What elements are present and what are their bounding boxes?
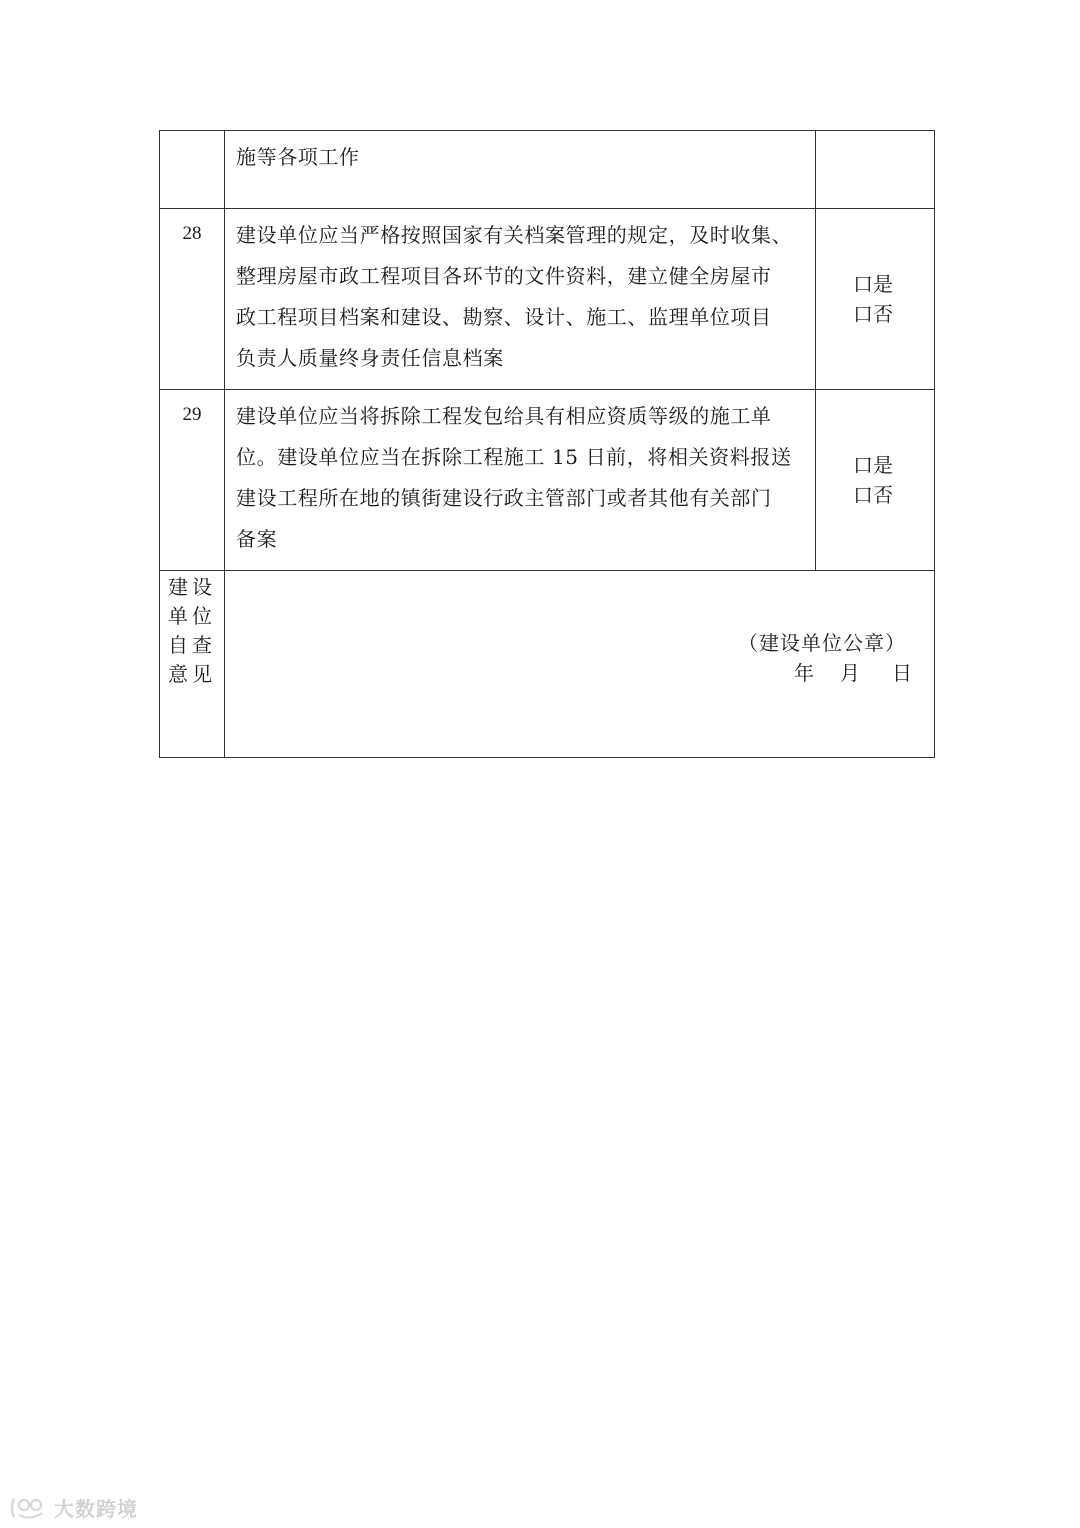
label-line: 建设 <box>168 575 216 599</box>
table-row <box>160 390 935 571</box>
year-label: 年 <box>794 661 814 685</box>
table-row <box>160 209 935 390</box>
row-number: 29 <box>160 390 225 571</box>
text-line: 备案 <box>236 527 278 551</box>
label-line: 自查 <box>168 633 216 657</box>
text-line: 建设单位应当将拆除工程发包给具有相应资质等级的施工单 <box>236 404 772 428</box>
option-no-checkbox[interactable]: 口否 <box>853 483 893 507</box>
option-yes-checkbox[interactable]: 口是 <box>853 453 893 477</box>
checklist-table <box>159 130 935 758</box>
label-line: 单位 <box>168 604 216 628</box>
row-number: 28 <box>160 209 225 390</box>
requirement-text <box>225 209 816 390</box>
watermark <box>8 1493 138 1522</box>
seal-note: （建设单位公章） <box>738 631 906 655</box>
row-number <box>160 131 225 209</box>
text-line: 施等各项工作 <box>236 145 360 169</box>
day-label: 日 <box>892 661 912 685</box>
month-label: 月 <box>840 661 860 685</box>
option-yes-checkbox[interactable]: 口是 <box>853 272 893 296</box>
requirement-text <box>225 131 816 209</box>
text-line: 建设单位应当严格按照国家有关档案管理的规定，及时收集、 <box>236 223 793 247</box>
date-line <box>794 657 912 686</box>
table-row <box>160 131 935 209</box>
self-check-row <box>160 571 935 758</box>
brand-logo-icon <box>8 1495 50 1521</box>
check-options <box>816 390 935 571</box>
text-line: 建设工程所在地的镇街建设行政主管部门或者其他有关部门 <box>236 486 772 510</box>
self-check-label <box>160 571 225 758</box>
check-options <box>816 131 935 209</box>
text-line: 整理房屋市政工程项目各环节的文件资料，建立健全房屋市 <box>236 264 772 288</box>
requirement-text <box>225 390 816 571</box>
option-no-checkbox[interactable]: 口否 <box>853 302 893 326</box>
check-options <box>816 209 935 390</box>
self-check-opinion-field[interactable] <box>225 571 935 758</box>
text-line: 位。建设单位应当在拆除工程施工 15 日前，将相关资料报送 <box>236 445 792 469</box>
text-line: 负责人质量终身责任信息档案 <box>236 346 504 370</box>
watermark-text: 大数跨境 <box>54 1497 138 1521</box>
label-line: 意见 <box>168 662 216 686</box>
text-line: 政工程项目档案和建设、勘察、设计、施工、监理单位项目 <box>236 305 772 329</box>
